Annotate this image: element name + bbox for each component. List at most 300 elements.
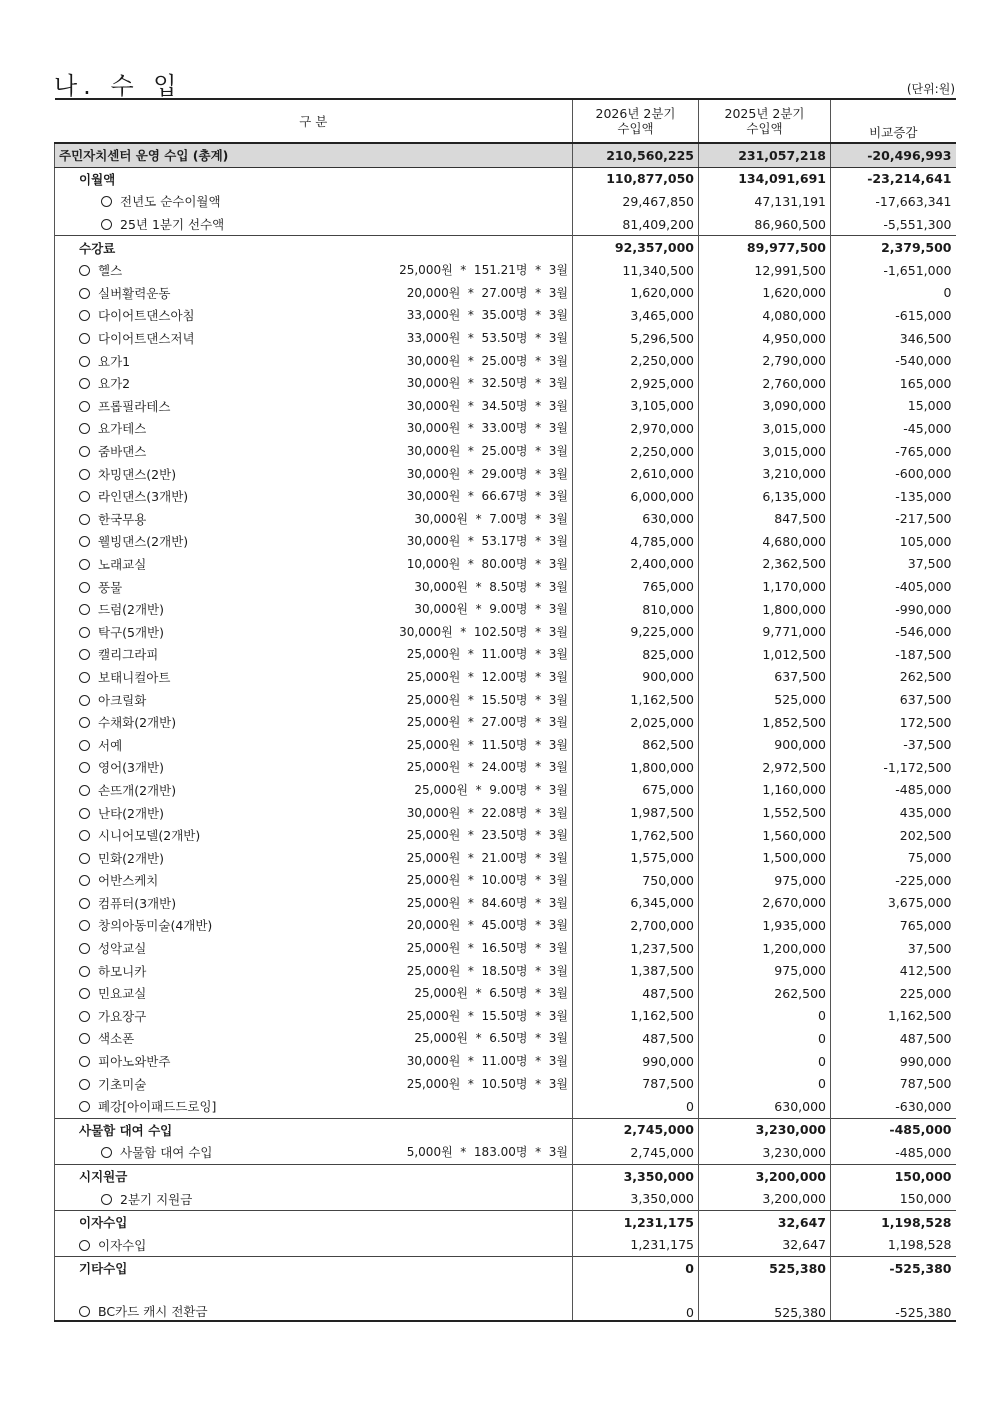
amount-2026-cell: 750,000 bbox=[573, 869, 699, 892]
row-label-cell bbox=[55, 620, 573, 643]
circle-bullet-icon bbox=[79, 469, 90, 480]
difference-cell: 412,500 bbox=[831, 959, 956, 982]
circle-bullet-icon bbox=[79, 1056, 90, 1067]
row-label: 창의아동미술(4개반) bbox=[98, 918, 213, 934]
amount-2026-cell: 1,620,000 bbox=[573, 282, 699, 305]
amount-2025-cell: 3,015,000 bbox=[699, 417, 831, 440]
difference-cell: -600,000 bbox=[831, 462, 956, 485]
row-label-cell bbox=[55, 869, 573, 892]
difference-cell: 225,000 bbox=[831, 982, 956, 1005]
circle-bullet-icon bbox=[79, 762, 90, 773]
amount-2026-cell: 11,340,500 bbox=[573, 259, 699, 282]
amount-2026-cell: 2,970,000 bbox=[573, 417, 699, 440]
table-row bbox=[55, 304, 956, 327]
circle-bullet-icon bbox=[79, 695, 90, 706]
row-label: 기타수입 bbox=[79, 1261, 128, 1277]
row-label-cell bbox=[55, 327, 573, 350]
amount-2025-cell: 1,160,000 bbox=[699, 779, 831, 802]
row-label: 피아노와반주 bbox=[98, 1054, 171, 1070]
table-row bbox=[55, 462, 956, 485]
table-row bbox=[55, 1141, 956, 1164]
group-row bbox=[55, 1118, 956, 1141]
row-label: 보태니컬아트 bbox=[98, 669, 171, 685]
amount-2026-cell: 3,350,000 bbox=[573, 1164, 699, 1187]
total-row bbox=[55, 143, 956, 167]
row-label-cell bbox=[55, 598, 573, 621]
circle-bullet-icon bbox=[79, 1101, 90, 1112]
table-row bbox=[55, 1280, 956, 1321]
amount-2025-cell: 1,170,000 bbox=[699, 575, 831, 598]
amount-2025-cell: 630,000 bbox=[699, 1095, 831, 1118]
row-label: 라인댄스(3개반) bbox=[98, 489, 189, 505]
difference-cell: 15,000 bbox=[831, 395, 956, 418]
fee-formula: 30,000원 * 32.50명 * 3월 bbox=[406, 376, 568, 391]
difference-cell: 172,500 bbox=[831, 711, 956, 734]
amount-2025-cell: 3,200,000 bbox=[699, 1187, 831, 1210]
fee-formula: 25,000원 * 9.00명 * 3월 bbox=[414, 782, 568, 797]
row-label-cell bbox=[55, 462, 573, 485]
row-label: 손뜨개(2개반) bbox=[98, 782, 177, 798]
difference-cell: -217,500 bbox=[831, 508, 956, 531]
difference-cell: 990,000 bbox=[831, 1050, 956, 1073]
amount-2025-cell: 3,200,000 bbox=[699, 1164, 831, 1187]
table-row bbox=[55, 914, 956, 937]
amount-2025-cell: 637,500 bbox=[699, 666, 831, 689]
row-label: 폐강[아이패드드로잉] bbox=[98, 1099, 217, 1115]
row-label-cell bbox=[55, 1050, 573, 1073]
difference-cell: -17,663,341 bbox=[831, 190, 956, 213]
circle-bullet-icon bbox=[79, 808, 90, 819]
amount-2025-cell: 86,960,500 bbox=[699, 213, 831, 236]
table-body bbox=[55, 143, 956, 1321]
header-category: 구 분 bbox=[55, 99, 573, 143]
amount-2026-cell: 0 bbox=[573, 1257, 699, 1280]
row-label: 시지원금 bbox=[79, 1169, 128, 1185]
row-label-cell bbox=[55, 711, 573, 734]
row-label-cell bbox=[55, 1141, 573, 1164]
difference-cell: -485,000 bbox=[831, 1118, 956, 1141]
income-table bbox=[54, 98, 956, 1322]
difference-cell: 165,000 bbox=[831, 372, 956, 395]
circle-bullet-icon bbox=[79, 717, 90, 728]
header-2025-q2: 2025년 2분기 수입액 bbox=[699, 99, 831, 143]
difference-cell: -405,000 bbox=[831, 575, 956, 598]
table-row bbox=[55, 1095, 956, 1118]
amount-2025-cell: 32,647 bbox=[699, 1234, 831, 1257]
table-row bbox=[55, 711, 956, 734]
table-row bbox=[55, 349, 956, 372]
fee-formula: 33,000원 * 35.00명 * 3월 bbox=[406, 308, 568, 323]
row-label: 전년도 순수이월액 bbox=[120, 194, 221, 210]
circle-bullet-icon bbox=[79, 356, 90, 367]
row-label: 난타(2개반) bbox=[98, 805, 165, 821]
row-label-cell bbox=[55, 304, 573, 327]
row-label: 헬스 bbox=[98, 263, 123, 279]
fee-formula: 30,000원 * 53.17명 * 3월 bbox=[406, 534, 568, 549]
amount-2025-cell: 975,000 bbox=[699, 869, 831, 892]
row-label-cell bbox=[55, 1164, 573, 1187]
table-row bbox=[55, 756, 956, 779]
row-label: 성악교실 bbox=[98, 941, 147, 957]
group-row bbox=[55, 1164, 956, 1187]
table-row bbox=[55, 508, 956, 531]
fee-formula: 33,000원 * 53.50명 * 3월 bbox=[406, 331, 568, 346]
difference-cell: -485,000 bbox=[831, 779, 956, 802]
row-label-cell bbox=[55, 892, 573, 915]
circle-bullet-icon bbox=[79, 491, 90, 502]
table-row bbox=[55, 417, 956, 440]
difference-cell: -630,000 bbox=[831, 1095, 956, 1118]
amount-2025-cell: 1,800,000 bbox=[699, 598, 831, 621]
row-label: 줌바댄스 bbox=[98, 444, 147, 460]
amount-2026-cell: 1,762,500 bbox=[573, 824, 699, 847]
difference-cell: 2,379,500 bbox=[831, 236, 956, 259]
row-label-cell bbox=[55, 417, 573, 440]
row-label-cell bbox=[55, 846, 573, 869]
fee-formula: 25,000원 * 6.50명 * 3월 bbox=[414, 1031, 568, 1046]
row-label-cell bbox=[55, 1234, 573, 1257]
table-row bbox=[55, 485, 956, 508]
header-difference: 비교증감 bbox=[831, 99, 956, 143]
difference-cell: -525,380 bbox=[831, 1257, 956, 1280]
fee-formula: 20,000원 * 45.00명 * 3월 bbox=[406, 918, 568, 933]
circle-bullet-icon bbox=[79, 898, 90, 909]
amount-2025-cell: 3,015,000 bbox=[699, 440, 831, 463]
table-row bbox=[55, 1072, 956, 1095]
fee-formula: 25,000원 * 24.00명 * 3월 bbox=[406, 760, 568, 775]
row-label: 사물함 대여 수입 bbox=[120, 1145, 213, 1161]
row-label-cell bbox=[55, 824, 573, 847]
amount-2025-cell: 2,760,000 bbox=[699, 372, 831, 395]
difference-cell: 105,000 bbox=[831, 530, 956, 553]
amount-2026-cell: 1,575,000 bbox=[573, 846, 699, 869]
fee-formula: 25,000원 * 12.00명 * 3월 bbox=[406, 669, 568, 684]
difference-cell: 150,000 bbox=[831, 1164, 956, 1187]
row-label-cell bbox=[55, 1072, 573, 1095]
amount-2026-cell: 2,925,000 bbox=[573, 372, 699, 395]
difference-cell: -23,214,641 bbox=[831, 167, 956, 190]
amount-2025-cell: 4,680,000 bbox=[699, 530, 831, 553]
amount-2025-cell: 231,057,218 bbox=[699, 143, 831, 167]
difference-cell: 1,198,528 bbox=[831, 1210, 956, 1233]
amount-2025-cell: 89,977,500 bbox=[699, 236, 831, 259]
table-row bbox=[55, 553, 956, 576]
row-label-cell bbox=[55, 553, 573, 576]
amount-2025-cell: 1,552,500 bbox=[699, 801, 831, 824]
table-row bbox=[55, 1187, 956, 1210]
difference-cell: -225,000 bbox=[831, 869, 956, 892]
row-label: 요가2 bbox=[98, 376, 131, 392]
table-row bbox=[55, 1027, 956, 1050]
circle-bullet-icon bbox=[79, 943, 90, 954]
amount-2025-cell: 3,090,000 bbox=[699, 395, 831, 418]
difference-cell: -1,172,500 bbox=[831, 756, 956, 779]
amount-2026-cell: 487,500 bbox=[573, 1027, 699, 1050]
circle-bullet-icon bbox=[79, 333, 90, 344]
row-label: BC카드 캐시 전환금 bbox=[98, 1303, 208, 1319]
row-label-cell bbox=[55, 236, 573, 259]
difference-cell: 346,500 bbox=[831, 327, 956, 350]
page-title: 나. 수 입 bbox=[54, 72, 183, 100]
amount-2025-cell: 975,000 bbox=[699, 959, 831, 982]
difference-cell: 765,000 bbox=[831, 914, 956, 937]
row-label-cell bbox=[55, 372, 573, 395]
row-label: 노래교실 bbox=[98, 556, 147, 572]
fee-formula: 25,000원 * 11.00명 * 3월 bbox=[406, 647, 568, 662]
amount-2026-cell: 1,162,500 bbox=[573, 688, 699, 711]
row-label-cell bbox=[55, 1118, 573, 1141]
table-row bbox=[55, 982, 956, 1005]
row-label-cell bbox=[55, 440, 573, 463]
amount-2025-cell: 525,000 bbox=[699, 688, 831, 711]
fee-formula: 25,000원 * 18.50명 * 3월 bbox=[406, 963, 568, 978]
amount-2026-cell: 2,700,000 bbox=[573, 914, 699, 937]
row-label: 요가테스 bbox=[98, 421, 147, 437]
row-label-cell bbox=[55, 485, 573, 508]
amount-2026-cell: 1,162,500 bbox=[573, 1005, 699, 1028]
difference-cell: -990,000 bbox=[831, 598, 956, 621]
difference-cell: -187,500 bbox=[831, 643, 956, 666]
circle-bullet-icon bbox=[79, 559, 90, 570]
amount-2025-cell: 134,091,691 bbox=[699, 167, 831, 190]
amount-2026-cell: 1,387,500 bbox=[573, 959, 699, 982]
amount-2026-cell: 2,250,000 bbox=[573, 349, 699, 372]
row-label: 어반스케치 bbox=[98, 873, 159, 889]
row-label-cell bbox=[55, 259, 573, 282]
amount-2025-cell: 0 bbox=[699, 1005, 831, 1028]
table-row bbox=[55, 779, 956, 802]
fee-formula: 20,000원 * 27.00명 * 3월 bbox=[406, 285, 568, 300]
circle-bullet-icon bbox=[101, 196, 112, 207]
amount-2026-cell: 5,296,500 bbox=[573, 327, 699, 350]
table-row bbox=[55, 959, 956, 982]
fee-formula: 30,000원 * 29.00명 * 3월 bbox=[406, 466, 568, 481]
amount-2026-cell: 787,500 bbox=[573, 1072, 699, 1095]
row-label-cell bbox=[55, 1187, 573, 1210]
fee-formula: 30,000원 * 11.00명 * 3월 bbox=[406, 1054, 568, 1069]
amount-2025-cell: 1,852,500 bbox=[699, 711, 831, 734]
table-row bbox=[55, 190, 956, 213]
row-label-cell bbox=[55, 1210, 573, 1233]
table-row bbox=[55, 846, 956, 869]
fee-formula: 30,000원 * 9.00명 * 3월 bbox=[414, 602, 568, 617]
table-row bbox=[55, 688, 956, 711]
amount-2026-cell: 4,785,000 bbox=[573, 530, 699, 553]
fee-formula: 30,000원 * 33.00명 * 3월 bbox=[406, 421, 568, 436]
row-label-cell bbox=[55, 143, 573, 167]
row-label: 웰빙댄스(2개반) bbox=[98, 534, 189, 550]
circle-bullet-icon bbox=[79, 672, 90, 683]
amount-2025-cell: 2,670,000 bbox=[699, 892, 831, 915]
amount-2026-cell: 862,500 bbox=[573, 733, 699, 756]
fee-formula: 25,000원 * 23.50명 * 3월 bbox=[406, 828, 568, 843]
row-label-cell bbox=[55, 1095, 573, 1118]
circle-bullet-icon bbox=[79, 514, 90, 525]
amount-2025-cell: 2,790,000 bbox=[699, 349, 831, 372]
circle-bullet-icon bbox=[79, 785, 90, 796]
row-label: 주민자치센터 운영 수입 (총계) bbox=[59, 148, 229, 164]
amount-2026-cell: 675,000 bbox=[573, 779, 699, 802]
difference-cell: -37,500 bbox=[831, 733, 956, 756]
table-row bbox=[55, 824, 956, 847]
amount-2025-cell: 2,972,500 bbox=[699, 756, 831, 779]
fee-formula: 5,000원 * 183.00명 * 3월 bbox=[406, 1145, 568, 1160]
amount-2025-cell: 1,935,000 bbox=[699, 914, 831, 937]
difference-cell: -5,551,300 bbox=[831, 213, 956, 236]
amount-2025-cell: 0 bbox=[699, 1050, 831, 1073]
table-row bbox=[55, 575, 956, 598]
row-label: 다이어트댄스저녁 bbox=[98, 331, 195, 347]
group-row bbox=[55, 167, 956, 190]
row-label-cell bbox=[55, 733, 573, 756]
fee-formula: 30,000원 * 66.67명 * 3월 bbox=[406, 489, 568, 504]
amount-2026-cell: 2,610,000 bbox=[573, 462, 699, 485]
table-row bbox=[55, 530, 956, 553]
table-row bbox=[55, 643, 956, 666]
group-row bbox=[55, 1257, 956, 1280]
amount-2026-cell: 2,400,000 bbox=[573, 553, 699, 576]
row-label: 민화(2개반) bbox=[98, 850, 165, 866]
amount-2025-cell: 1,200,000 bbox=[699, 937, 831, 960]
fee-formula: 30,000원 * 102.50명 * 3월 bbox=[399, 624, 568, 639]
difference-cell: 787,500 bbox=[831, 1072, 956, 1095]
fee-formula: 30,000원 * 22.08명 * 3월 bbox=[406, 805, 568, 820]
fee-formula: 25,000원 * 27.00명 * 3월 bbox=[406, 715, 568, 730]
fee-formula: 25,000원 * 151.21명 * 3월 bbox=[399, 263, 568, 278]
row-label-cell bbox=[55, 666, 573, 689]
row-label: 프롭필라테스 bbox=[98, 398, 171, 414]
amount-2026-cell: 2,250,000 bbox=[573, 440, 699, 463]
circle-bullet-icon bbox=[79, 265, 90, 276]
row-label: 색소폰 bbox=[98, 1031, 135, 1047]
fee-formula: 30,000원 * 7.00명 * 3월 bbox=[414, 511, 568, 526]
difference-cell: 0 bbox=[831, 282, 956, 305]
circle-bullet-icon bbox=[79, 446, 90, 457]
row-label-cell bbox=[55, 801, 573, 824]
row-label: 캘리그라피 bbox=[98, 647, 159, 663]
fee-formula: 25,000원 * 84.60명 * 3월 bbox=[406, 895, 568, 910]
difference-cell: 3,675,000 bbox=[831, 892, 956, 915]
amount-2025-cell: 2,362,500 bbox=[699, 553, 831, 576]
amount-2025-cell: 0 bbox=[699, 1027, 831, 1050]
amount-2025-cell: 3,230,000 bbox=[699, 1141, 831, 1164]
row-label: 차밍댄스(2반) bbox=[98, 466, 177, 482]
difference-cell: -765,000 bbox=[831, 440, 956, 463]
row-label: 이자수입 bbox=[79, 1215, 128, 1231]
circle-bullet-icon bbox=[79, 582, 90, 593]
amount-2025-cell: 262,500 bbox=[699, 982, 831, 1005]
circle-bullet-icon bbox=[79, 423, 90, 434]
table-row bbox=[55, 372, 956, 395]
amount-2025-cell: 4,950,000 bbox=[699, 327, 831, 350]
circle-bullet-icon bbox=[79, 310, 90, 321]
row-label: 사물함 대여 수입 bbox=[79, 1122, 173, 1138]
table-row bbox=[55, 1050, 956, 1073]
table-row bbox=[55, 620, 956, 643]
circle-bullet-icon bbox=[79, 920, 90, 931]
fee-formula: 25,000원 * 16.50명 * 3월 bbox=[406, 941, 568, 956]
difference-cell: -1,651,000 bbox=[831, 259, 956, 282]
amount-2025-cell: 525,380 bbox=[699, 1257, 831, 1280]
row-label: 민요교실 bbox=[98, 986, 147, 1002]
row-label-cell bbox=[55, 982, 573, 1005]
amount-2025-cell: 4,080,000 bbox=[699, 304, 831, 327]
row-label-cell bbox=[55, 1027, 573, 1050]
difference-cell: -45,000 bbox=[831, 417, 956, 440]
circle-bullet-icon bbox=[101, 1147, 112, 1158]
amount-2025-cell: 1,500,000 bbox=[699, 846, 831, 869]
fee-formula: 10,000원 * 80.00명 * 3월 bbox=[406, 556, 568, 571]
table-row bbox=[55, 801, 956, 824]
amount-2026-cell: 6,345,000 bbox=[573, 892, 699, 915]
fee-formula: 25,000원 * 10.50명 * 3월 bbox=[406, 1076, 568, 1091]
circle-bullet-icon bbox=[101, 1194, 112, 1205]
amount-2026-cell: 110,877,050 bbox=[573, 167, 699, 190]
circle-bullet-icon bbox=[79, 1033, 90, 1044]
difference-cell: 487,500 bbox=[831, 1027, 956, 1050]
row-label: 이월액 bbox=[79, 171, 116, 187]
amount-2026-cell: 3,105,000 bbox=[573, 395, 699, 418]
row-label: 2분기 지원금 bbox=[120, 1191, 193, 1207]
amount-2026-cell: 990,000 bbox=[573, 1050, 699, 1073]
circle-bullet-icon bbox=[79, 378, 90, 389]
amount-2026-cell: 2,745,000 bbox=[573, 1141, 699, 1164]
table-row bbox=[55, 1234, 956, 1257]
row-label: 수채화(2개반) bbox=[98, 715, 177, 731]
row-label: 드럼(2개반) bbox=[98, 602, 165, 618]
difference-cell: 1,162,500 bbox=[831, 1005, 956, 1028]
table-row bbox=[55, 733, 956, 756]
difference-cell: -615,000 bbox=[831, 304, 956, 327]
circle-bullet-icon bbox=[79, 1011, 90, 1022]
difference-cell: -485,000 bbox=[831, 1141, 956, 1164]
table-row bbox=[55, 259, 956, 282]
amount-2025-cell: 525,380 bbox=[699, 1280, 831, 1321]
amount-2025-cell: 9,771,000 bbox=[699, 620, 831, 643]
amount-2025-cell: 32,647 bbox=[699, 1210, 831, 1233]
row-label: 한국무용 bbox=[98, 511, 147, 527]
fee-formula: 25,000원 * 6.50명 * 3월 bbox=[414, 986, 568, 1001]
amount-2025-cell: 12,991,500 bbox=[699, 259, 831, 282]
table-row bbox=[55, 395, 956, 418]
circle-bullet-icon bbox=[79, 830, 90, 841]
circle-bullet-icon bbox=[79, 988, 90, 999]
row-label: 수강료 bbox=[79, 240, 116, 256]
amount-2026-cell: 825,000 bbox=[573, 643, 699, 666]
header-2026-q2: 2026년 2분기 수입액 bbox=[573, 99, 699, 143]
amount-2026-cell: 1,237,500 bbox=[573, 937, 699, 960]
row-label: 탁구(5개반) bbox=[98, 624, 165, 640]
amount-2026-cell: 810,000 bbox=[573, 598, 699, 621]
fee-formula: 25,000원 * 21.00명 * 3월 bbox=[406, 850, 568, 865]
table-row bbox=[55, 440, 956, 463]
row-label-cell bbox=[55, 1280, 573, 1321]
row-label-cell bbox=[55, 190, 573, 213]
amount-2026-cell: 1,800,000 bbox=[573, 756, 699, 779]
row-label-cell bbox=[55, 643, 573, 666]
amount-2025-cell: 900,000 bbox=[699, 733, 831, 756]
amount-2026-cell: 765,000 bbox=[573, 575, 699, 598]
row-label-cell bbox=[55, 1257, 573, 1280]
amount-2026-cell: 487,500 bbox=[573, 982, 699, 1005]
difference-cell: 262,500 bbox=[831, 666, 956, 689]
fee-formula: 30,000원 * 8.50명 * 3월 bbox=[414, 579, 568, 594]
row-label: 요가1 bbox=[98, 353, 131, 369]
fee-formula: 30,000원 * 34.50명 * 3월 bbox=[406, 398, 568, 413]
amount-2026-cell: 900,000 bbox=[573, 666, 699, 689]
amount-2025-cell: 3,210,000 bbox=[699, 462, 831, 485]
difference-cell: 75,000 bbox=[831, 846, 956, 869]
